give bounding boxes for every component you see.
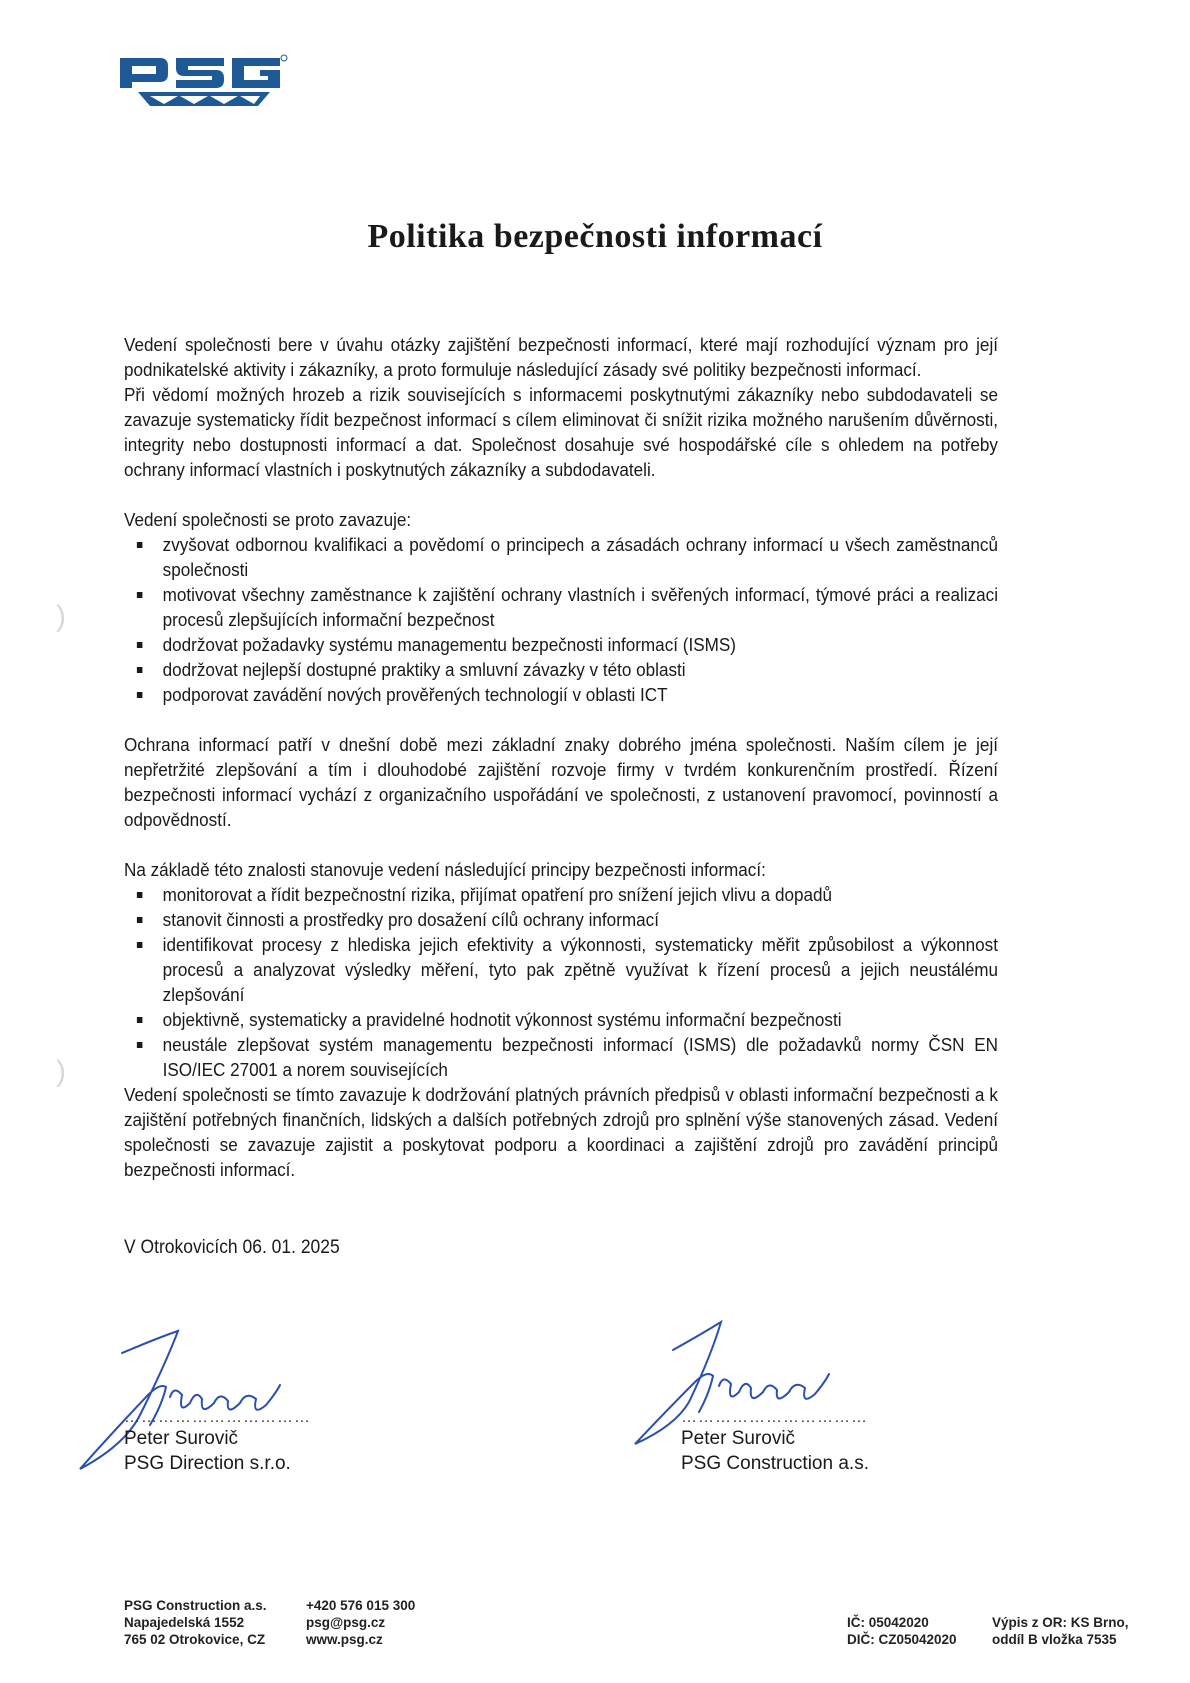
page-title: Politika bezpečnosti informací [367,218,823,255]
list-item: neustále zlepšovat systém managementu bezpečnosti informací (ISMS) dle požadavků normy ČSN EN ISO/IEC 27001 a norem souvisejících [124,1032,998,1082]
footer-web: www.psg.cz [306,1632,383,1647]
list-item: dodržovat požadavky systému managementu bezpečnosti informací (ISMS) [124,632,998,657]
bullet-icon [137,592,143,598]
commitments-lead: Vedení společnosti se proto zavazuje: [124,509,412,530]
bullet-icon [137,1042,143,1048]
signatory-company: PSG Direction s.r.o. [124,1453,291,1474]
list-item: objektivně, systematicky a pravidelné hodnotit výkonnost systému informační bezpečnosti [124,1007,998,1032]
bullet-icon [137,642,143,648]
footer-company: PSG Construction a.s. [124,1598,267,1613]
punch-hole-mark: ) [56,600,66,633]
footer-email: psg@psg.cz [306,1615,386,1630]
footer-ids [847,1614,957,1648]
signatory-name: Peter Surovič [681,1428,796,1449]
signatory-name: Peter Surovič [124,1428,239,1449]
list-item: zvyšovat odbornou kvalifikaci a povědomí o principech a zásadách ochrany informací u všech zaměstnanců společnosti [124,532,998,582]
bullet-icon [137,1017,143,1023]
document-body [124,332,998,1182]
footer-address [124,1597,267,1648]
punch-hole-mark: ) [56,1055,66,1088]
principles-list [124,882,998,1082]
bullet-icon [137,942,143,948]
closing-paragraph: Vedení společnosti se tímto zavazuje k dodržování platných právních předpisů v oblasti informační bezpečnosti a k zajištění potřebných finančních, lidských a dalších potřebných zdrojů pro splnění výše stanovených zásad. Vedení společnosti se zavazuje zajistit a poskytovat podporu a koordinaci a zajištění zdrojů pro zavádění principů bezpečnosti informací. [124,1084,998,1180]
list-item: stanovit činnosti a prostředky pro dosažení cílů ochrany informací [124,907,998,932]
protection-paragraph: Ochrana informací patří v dnešní době mezi základní znaky dobrého jména společnosti. Naším cílem je její nepřetržité zlepšování a tím i dlouhodobé zajištění rozvoje firmy v tvrdém konkurenčním prostředí. Řízení bezpečnosti informací vychází z organizačního uspořádání ve společnosti, z ustanovení pravomocí, povinností a odpovědností. [124,734,998,830]
bullet-icon [137,892,143,898]
signature-line: …………………………… [681,1409,868,1426]
footer-dic: DIČ: CZ05042020 [847,1632,957,1647]
footer-ico: IČ: 05042020 [847,1615,929,1630]
list-item: podporovat zavádění nových prověřených technologií v oblasti ICT [124,682,998,707]
bullet-icon [137,917,143,923]
list-item: monitorovat a řídit bezpečnostní rizika, přijímat opatření pro snížení jejich vlivu a dopadů [124,882,998,907]
footer-city: 765 02 Otrokovice, CZ [124,1632,266,1647]
list-item: dodržovat nejlepší dostupné praktiky a smluvní závazky v této oblasti [124,657,998,682]
signatory-right [681,1410,869,1476]
signature-line: …………………………… [124,1409,311,1426]
signatory-left [124,1410,311,1476]
psg-logo [120,52,288,108]
footer-register-line: oddíl B vložka 7535 [992,1632,1117,1647]
commitments-list [124,532,998,707]
footer-register [992,1614,1129,1648]
intro-paragraph: Vedení společnosti bere v úvahu otázky zajištění bezpečnosti informací, které mají rozhodující význam pro její podnikatelské aktivity i zákazníky, a proto formuluje následující zásady své politiky bezpečnosti informací. [124,334,998,380]
footer-contact [306,1597,415,1648]
place-date: V Otrokovicích 06. 01. 2025 [124,1237,340,1258]
footer-register-line: Výpis z OR: KS Brno, [992,1615,1129,1630]
bullet-icon [137,542,143,548]
list-item: motivovat všechny zaměstnance k zajištění ochrany vlastních i svěřených informací, týmové práci a realizaci procesů zlepšujících informační bezpečnost [124,582,998,632]
list-item: identifikovat procesy z hlediska jejich efektivity a výkonnosti, systematicky měřit způsobilost a výkonnost procesů a analyzovat výsledky měření, tyto pak zpětně využívat k řízení procesů a jejich neustálému zlepšování [124,932,998,1007]
principles-lead: Na základě této znalosti stanovuje vedení následující principy bezpečnosti informací: [124,859,766,880]
footer-phone: +420 576 015 300 [306,1598,416,1613]
intro-paragraph: Při vědomí možných hrozeb a rizik souvisejících s informacemi poskytnutými zákazníky nebo subdodavateli se zavazuje systematicky řídit bezpečnost informací s cílem eliminovat či snížit rizika možného narušením důvěrnosti, integrity nebo dostupnosti informací a dat. Společnost dosahuje své hospodářské cíle s ohledem na potřeby ochrany informací vlastních i poskytnutých zákazníky a subdodavateli. [124,384,998,480]
bullet-icon [137,667,143,673]
signatory-company: PSG Construction a.s. [681,1453,869,1474]
footer-street: Napajedelská 1552 [124,1615,245,1630]
bullet-icon [137,692,143,698]
